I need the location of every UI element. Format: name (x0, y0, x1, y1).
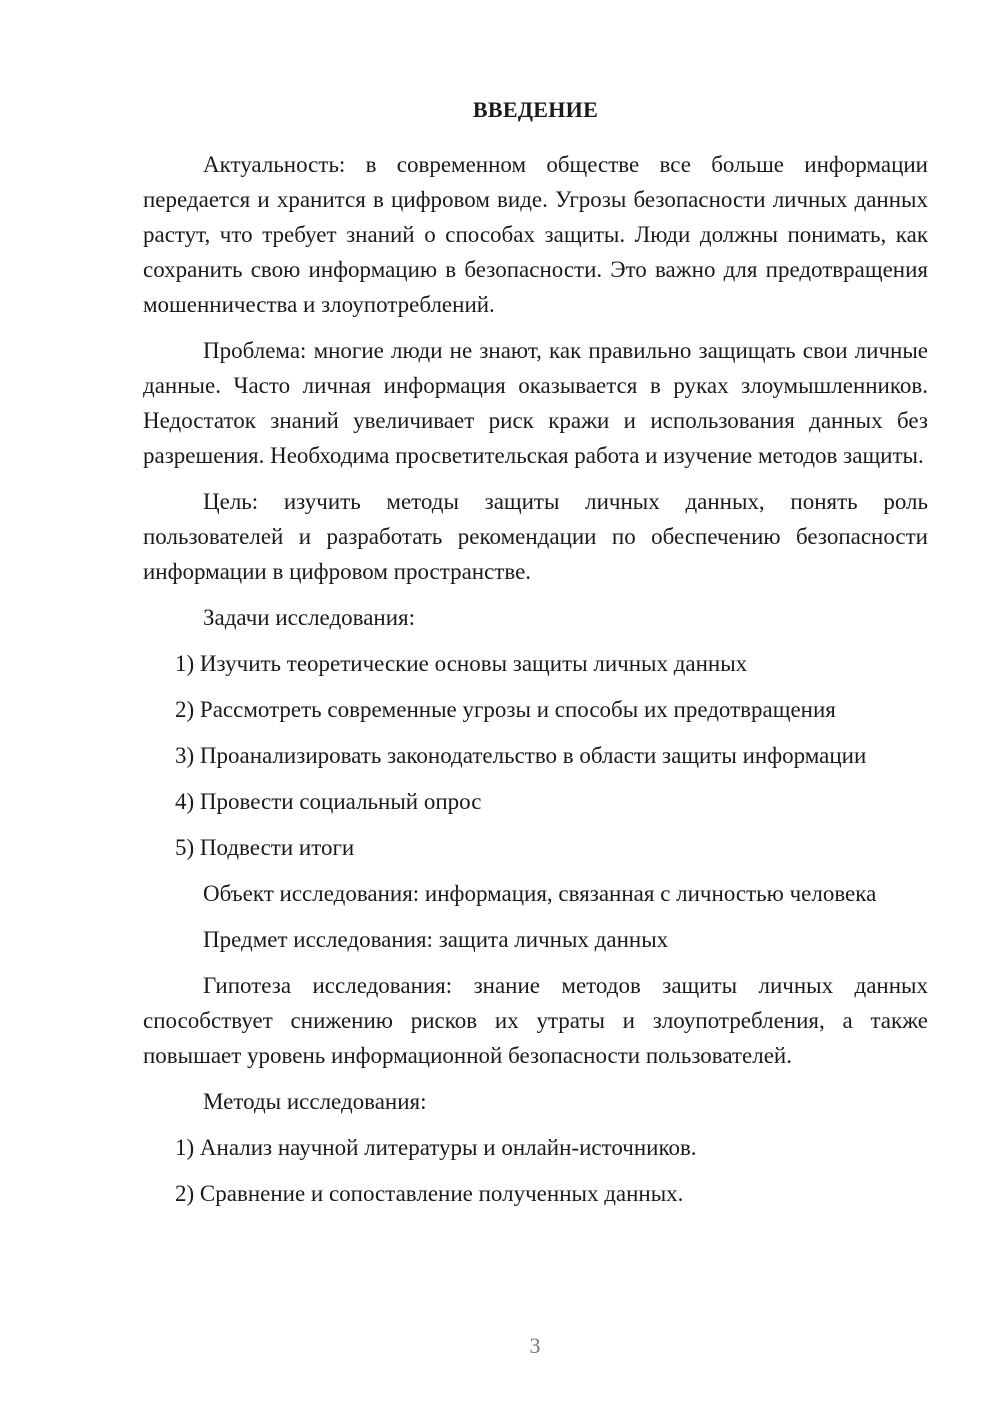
object-paragraph: Объект исследования: информация, связанная с личностью человека (203, 881, 877, 906)
task-item: 3) Проанализировать законодательство в области защиты информации (175, 743, 867, 768)
task-item: 2) Рассмотреть современные угрозы и способы их предотвращения (175, 697, 836, 722)
methods-heading: Методы исследования: (203, 1089, 427, 1114)
subject-paragraph: Предмет исследования: защита личных данных (203, 927, 669, 952)
page-number: 3 (529, 1333, 541, 1358)
task-item: 5) Подвести итоги (175, 835, 355, 860)
method-item: 1) Анализ научной литературы и онлайн-источников. (175, 1135, 697, 1160)
hypothesis-paragraph: Гипотеза исследования: знание методов защиты личных данных способствует снижению рисков их утраты и злоупотребления, а также повышает уровень информационной безопасности пользователей. (143, 973, 928, 1068)
problem-paragraph: Проблема: многие люди не знают, как правильно защищать свои личные данные. Часто личная информация оказывается в руках злоумышленников. Недостаток знаний увеличивает риск кражи и использования данных без разрешения. Необходима просветительская работа и изучение методов защиты. (143, 338, 928, 468)
goal-paragraph: Цель: изучить методы защиты личных данных, понять роль пользователей и разработать рекомендации по обеспечению безопасности информации в цифровом пространстве. (143, 489, 928, 584)
section-title: ВВЕДЕНИЕ (472, 97, 599, 122)
page-content (143, 92, 928, 1222)
task-item: 1) Изучить теоретические основы защиты личных данных (175, 651, 748, 676)
relevance-paragraph: Актуальность: в современном обществе все больше информации передается и хранится в цифровом виде. Угрозы безопасности личных данных растут, что требует знаний о способах защиты. Люди должны понимать, как сохранить свою информацию в безопасности. Это важно для предотвращения мошенничества и злоупотреблений. (143, 152, 928, 317)
method-item: 2) Сравнение и сопоставление полученных данных. (175, 1181, 684, 1206)
tasks-heading: Задачи исследования: (203, 605, 416, 630)
task-item: 4) Провести социальный опрос (175, 789, 482, 814)
